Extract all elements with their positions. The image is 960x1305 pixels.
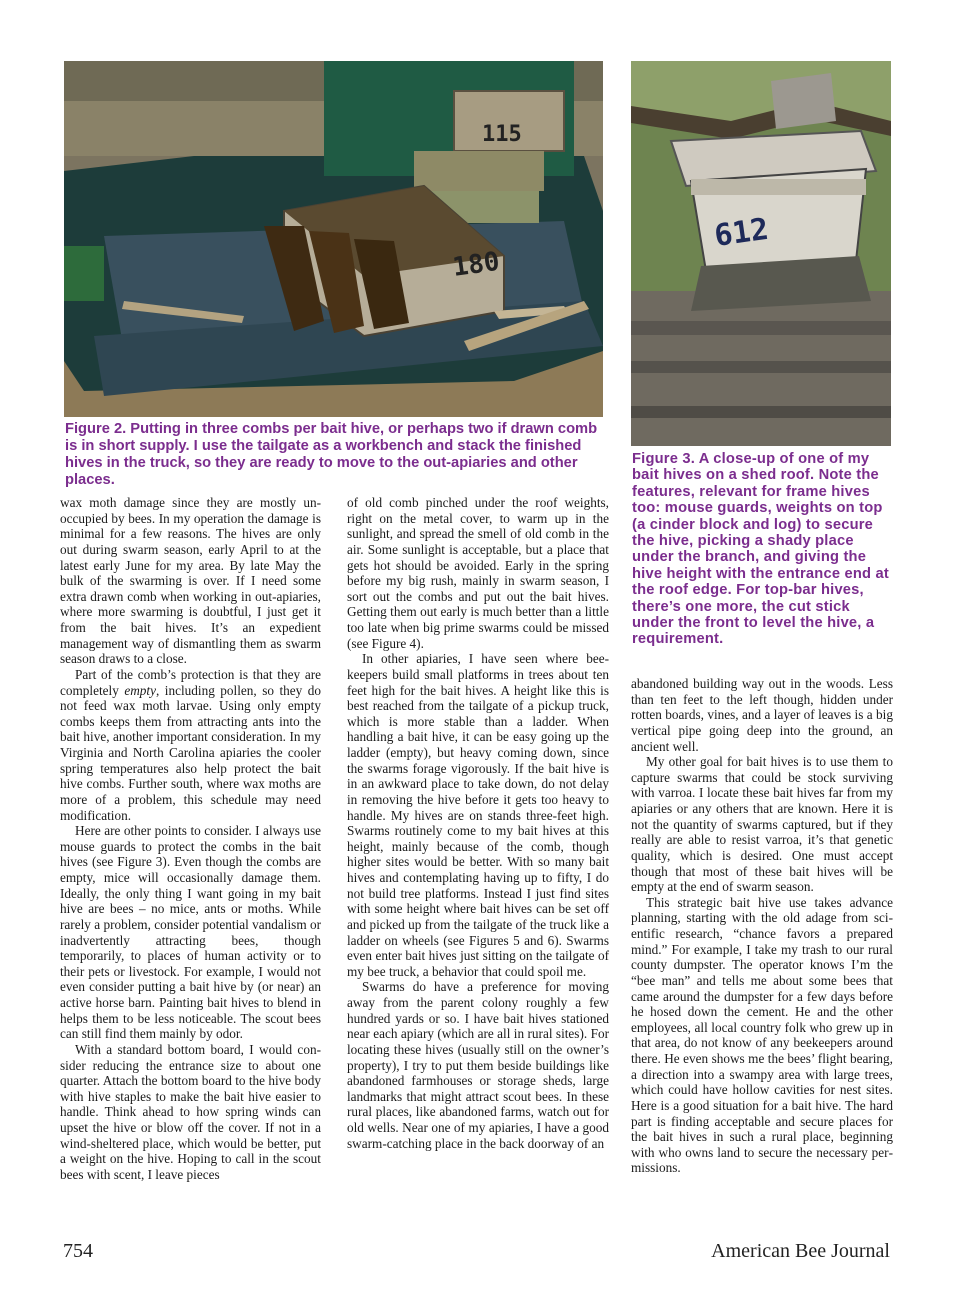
text-run: Part of the comb’s protection is that they are completely (60, 666, 321, 698)
paragraph: abandoned building way out in the woods. Less than ten feet to the left though, hidden under rotten boards, vines, and a layer of leaves is a big vertical pipe going deep into the ground, an ancient well. (631, 676, 893, 754)
paragraph: Here are other points to consider. I always use mouse guards to protect the combs in the bait hives (see Figure 3). Even though the combs are empty, mice will occasionally damage them. Ideally, the only thing I want going in my bait hive are bees – no mice, ants or moths. While rarely a problem, consider potential vandalism or inadvertently attracting bees, though temporarily, to places of human activity or to their pets or livestock. For example, I would not even consider putting a bait hive by (or near) an active horse barn. Painting bait hives to blend in helps them to be less noticeable. The scout bees can still find them mainly by odor. (60, 823, 321, 1042)
paragraph (60, 667, 321, 823)
figure-2-caption: Figure 2. Putting in three combs per bait hive, or perhaps two if drawn comb is in short supply. I use the tailgate as a workbench and stack the finished hives in the truck, so they are ready to move to the out-apiaries and other places. (65, 421, 598, 488)
page-number: 754 (63, 1240, 93, 1262)
text-column-3 (631, 676, 893, 1176)
journal-title: American Bee Journal (711, 1240, 890, 1262)
paragraph: This strategic bait hive use takes advance planning, starting with the old adage from scientific research, “chance favors a prepared mind.” For example, I take my trash to our rural county dumpster. The operator knows I’m the “bee man” and tells me about some bees that came around the dumpster for a few days before he hosed down the cement. He and the other employees, all local country folk who grew up in that area, do not know of any beekeepers around there. He even shows me the bees’ flight bearing, a direction into a swampy area with large trees, which could have hollow cavities for nest sites. Here is a good situation for a bait hive. The hard part is finding acceptable and secure places for the bait hives in such a rural place, beginning with who owns land to secure the necessary permissions. (631, 894, 893, 1176)
text-run: , including pollen, so they do not feed wax moth larvae. Using only empty combs keeps them from attracting ants into the bait hive, another important consideration. In my Virginia and North Carolina apiaries the cooler spring temperatures also help protect the bait hive combs. Further south, where wax moths are more of a problem, this schedule may need modification. (60, 682, 321, 823)
paragraph: Swarms do have a preference for moving away from the parent colony roughly a few hundred yards or so. I have bait hives stationed near each apiary (which are all in rural sites). For locating these hives (usually still on the owner’s property), I try to put them beside buildings like abandoned farmhouses or storage sheds, large landmarks that might attract scout bees. In these rural places, like abandoned farms, watch out for old wells. Near one of my apiaries, I have a good swarm-catching place in the back doorway of an (347, 979, 609, 1151)
hive-number-612: 612 (712, 211, 771, 254)
emphasis-text: empty (124, 682, 156, 698)
paragraph: My other goal for bait hives is to use them to capture swarms that could be stock surviving with varroa. I locate these bait hives far from my apiaries or any others that are known. Here it is not the quantity of swarms captured, but if they really are able to resist varroa, it’s that genetic quality, which is desired. One must accept though that most of these bait hives will be empty at the end of swarm season. (631, 754, 893, 895)
figure-3-photo (631, 61, 891, 446)
text-column-2 (347, 495, 609, 1151)
paragraph: In other apiaries, I have seen where beekeepers build small platforms in trees about ten feet high for the bait hives. A height like this is best reached from the tailgate of a pickup truck, which is more stable than a ladder. When handling a bait hive, it can be easy going up the ladder (empty), but heavy coming down, since the swarms forage vigorously. If the bait hive is in an awkward place to take down, do not delay in removing the hive before it gets too heavy to handle. My hives are on stands three-feet high. Swarms routinely come to my bait hives at this height, mainly because of the comb, though higher sites would be better. With so many bait hives and contemplating having up to fifty, I do not build tree platforms. Instead I just find sites with some height where bait hives can be set off and picked up from the tailgate of the truck like a ladder on wheels (see Figures 5 and 6). Swarms even enter bait hives just sitting on the tailgate of my bee truck, a behavior that could spoil me. (347, 651, 609, 979)
paragraph: wax moth damage since they are mostly unoccupied by bees. In my operation the damage is minimal for a few reasons. The hives are only out during swarm season, early April to at the latest early June for my area. By late May the bulk of the swarming is over. If I need some extra drawn comb when working in out-apiaries, where more swarming is doubtful, I just get it from the bait hives. It’s an expedient management way of dismantling them as swarm season draws to a close. (60, 495, 321, 667)
figure-2-photo (64, 61, 603, 417)
hive-number-180: 180 (450, 246, 502, 283)
paragraph: of old comb pinched under the roof weights, right on the metal cover, to warm up in the sunlight, and spread the smell of old comb in the air. Some sunlight is acceptable, but a place that gets hot should be avoided. Early in the spring before my big rush, mainly in swarm season, I sort out the combs and put out the bait hives. Getting them out early is much better than a little too late when big prime swarms could be missed (see Figure 4). (347, 495, 609, 651)
figure-3-caption: Figure 3. A close-up of one of my bait hives on a shed roof. Note the features, relevant for frame hives too: mouse guards, weights on top (a cinder block and log) to secure the hive, picking a shady place under the branch, and giving the hive height with the entrance end at the roof edge. For top-bar hives, there’s one more, the cut stick under the front to level the hive, a requirement. (632, 451, 889, 648)
hive-number-115: 115 (482, 122, 522, 147)
paragraph: With a standard bottom board, I would consider reducing the entrance size to about one quarter. Attach the bottom board to the hive body with hive staples to make the bait hive easier to handle. Think ahead to how spring winds can upset the hive or blow off the cover. If not in a wind-sheltered place, which would be better, put a weight on the hive. Hoping to call in the scout bees with scent, I leave pieces (60, 1041, 321, 1182)
text-column-1 (60, 495, 321, 1183)
